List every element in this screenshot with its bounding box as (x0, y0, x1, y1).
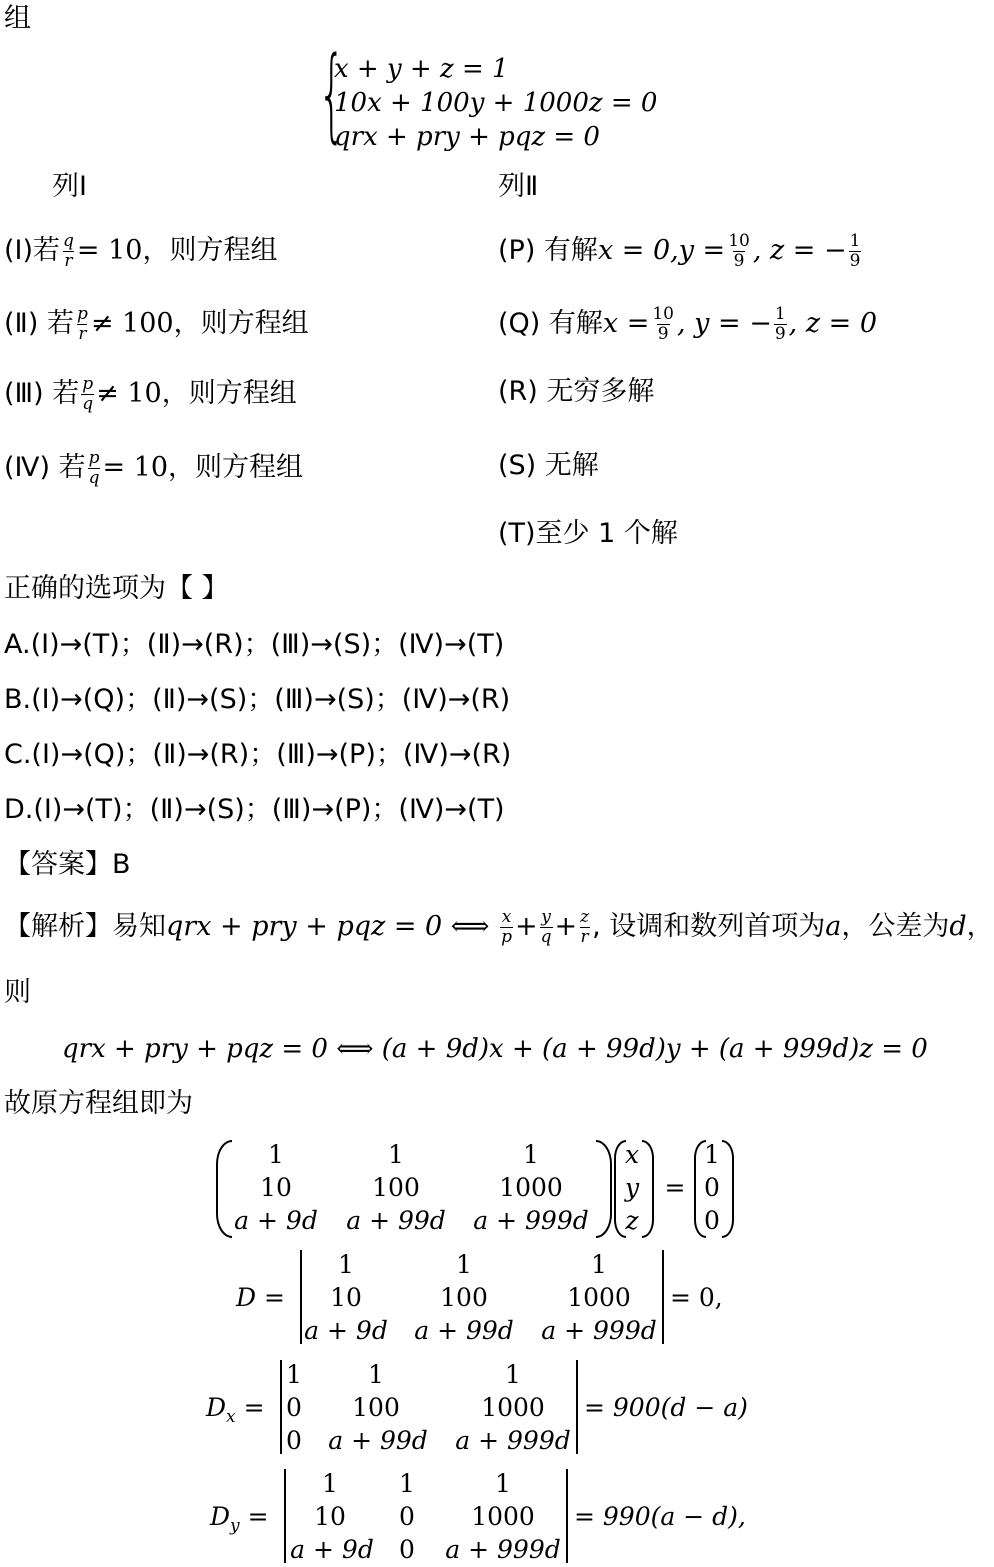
vector-cell: 0 (704, 1173, 720, 1202)
det-cell: a + 999d (455, 1426, 571, 1455)
list1-item-2: (Ⅱ) 若 $\frac{p}{r}$ ≠ 100，则方程组 (4, 304, 309, 344)
vector-cell: x (624, 1140, 640, 1169)
det-cell: 1 (591, 1250, 607, 1279)
det-cell: 0 (286, 1393, 302, 1422)
det-label: $D_x$ = (206, 1393, 265, 1427)
option-B: B.(Ⅰ)→(Q)；(Ⅱ)→(S)；(Ⅲ)→(S)；(Ⅳ)→(R) (4, 684, 511, 715)
fraction: $\frac{10}{9}$ (652, 304, 674, 344)
det-cell: 1 (456, 1250, 472, 1279)
analysis-so: 故原方程组即为 (4, 1088, 193, 1119)
matrix-cell: 1000 (499, 1173, 563, 1202)
vector-cell: 1 (704, 1140, 720, 1169)
det-result: = 990(a − d), (574, 1502, 746, 1531)
det-cell: a + 99d (414, 1316, 514, 1345)
system-lines (334, 52, 657, 154)
option-C: C.(Ⅰ)→(Q)；(Ⅱ)→(R)；(Ⅲ)→(P)；(Ⅳ)→(R) (4, 739, 512, 770)
right-paren (596, 1140, 612, 1238)
fraction: $\frac{y}{q}$ (540, 907, 552, 947)
det-bar-left (280, 1360, 282, 1454)
matrix-cell: a + 999d (473, 1206, 589, 1235)
option-D: D.(Ⅰ)→(T)；(Ⅱ)→(S)；(Ⅲ)→(P)；(Ⅳ)→(T) (4, 794, 505, 825)
fraction: $\frac{p}{q}$ (82, 374, 94, 414)
answer: 【答案】B (4, 849, 131, 880)
det-cell: a + 9d (290, 1535, 374, 1564)
det-cell: 1 (399, 1469, 415, 1498)
system-eq1: x + y + z = 1 (334, 54, 509, 84)
det-label: D = (236, 1283, 285, 1312)
det-cell: 1000 (471, 1502, 535, 1531)
matrix-cell: 100 (372, 1173, 420, 1202)
top-text: 组 (4, 3, 31, 34)
matrix-cell: 1 (523, 1140, 539, 1169)
det-cell: 10 (330, 1283, 362, 1312)
det-cell: a + 9d (304, 1316, 388, 1345)
det-cell: 1 (368, 1360, 384, 1389)
list2-item-T: (T)至少 1 个解 (498, 518, 678, 549)
vector-cell: z (625, 1206, 639, 1235)
vector-cell: y (624, 1173, 640, 1202)
det-cell: a + 999d (541, 1316, 657, 1345)
det-cell: 10 (314, 1502, 346, 1531)
fraction: $\frac{p}{q}$ (88, 448, 100, 488)
matrix-equation (216, 1138, 756, 1238)
equals-sign: = (664, 1173, 686, 1202)
determinant-Dy (210, 1467, 770, 1567)
list1-item-4: (Ⅳ) 若 $\frac{p}{q}$ = 10，则方程组 (4, 448, 304, 488)
det-cell: 0 (399, 1502, 415, 1531)
det-bar-right (662, 1250, 664, 1344)
list2-item-R: (R) 无穷多解 (498, 376, 655, 407)
fraction: $\frac{x}{p}$ (501, 907, 512, 947)
fraction: $\frac{q}{r}$ (63, 231, 74, 271)
question-prompt: 正确的选项为【 】 (4, 573, 229, 604)
analysis-equivalence: qrx + pry + pqz = 0 ⟺ (a + 9d)x + (a + 99d)y + (a + 999d)z = 0 (62, 1034, 928, 1064)
det-cell: 0 (286, 1426, 302, 1455)
fraction: $\frac{10}{9}$ (728, 231, 750, 271)
list1-item-1: (Ⅰ)若 $\frac{q}{r}$ = 10，则方程组 (4, 231, 278, 271)
matrix-cell: 1 (388, 1140, 404, 1169)
list2-item-Q: (Q) 有解x = $\frac{10}{9}$ , y = − $\frac{1}{9}$ , z = 0 (498, 304, 878, 344)
det-cell: a + 999d (445, 1535, 561, 1564)
list1-item-3: (Ⅲ) 若 $\frac{p}{q}$ ≠ 10，则方程组 (4, 374, 297, 414)
determinant-Dx (206, 1358, 766, 1458)
det-cell: 100 (440, 1283, 488, 1312)
det-bar-right (576, 1360, 578, 1454)
det-cell: 1 (338, 1250, 354, 1279)
fraction: $\frac{p}{r}$ (76, 304, 88, 344)
vector-cell: 0 (704, 1206, 720, 1235)
right-paren (642, 1140, 654, 1238)
det-cell: 1 (495, 1469, 511, 1498)
option-A: A.(Ⅰ)→(T)；(Ⅱ)→(R)；(Ⅲ)→(S)；(Ⅳ)→(T) (4, 629, 505, 660)
det-bar-right (566, 1469, 568, 1563)
system-eq3: qrx + pry + pqz = 0 (334, 122, 600, 152)
det-result: = 900(d − a) (584, 1393, 748, 1422)
det-cell: 1000 (481, 1393, 545, 1422)
matrix-cell: 10 (260, 1173, 292, 1202)
matrix-cell: 1 (268, 1140, 284, 1169)
column-1-header: 列Ⅰ (52, 171, 87, 202)
analysis-line: 【解析】易知qrx + pry + pqz = 0 ⟺ $\frac{x}{p}$ + $\frac{y}{q}$ + $\frac{z}{r}$ , 设调和数列首项为a，公差为d， (4, 907, 994, 947)
fraction: $\frac{z}{r}$ (580, 907, 590, 947)
matrix-cell: a + 99d (346, 1206, 446, 1235)
det-cell: 100 (352, 1393, 400, 1422)
det-cell: 1 (286, 1360, 302, 1389)
matrix-cell: a + 9d (234, 1206, 318, 1235)
left-brace: { (318, 35, 346, 154)
list2-item-S: (S) 无解 (498, 450, 599, 481)
right-paren (722, 1140, 734, 1238)
analysis-then: 则 (4, 977, 31, 1008)
det-cell: a + 99d (328, 1426, 428, 1455)
determinant-D (236, 1248, 736, 1348)
system-eq2: 10x + 100y + 1000z = 0 (334, 88, 658, 118)
det-cell: 1000 (567, 1283, 631, 1312)
list2-item-P: (P) 有解x = 0,y = $\frac{10}{9}$ , z = − $\frac{1}{9}$ (498, 231, 861, 271)
det-cell: 1 (322, 1469, 338, 1498)
det-result: = 0, (670, 1283, 723, 1312)
column-2-header: 列Ⅱ (498, 171, 539, 202)
det-label: $D_y$ = (210, 1502, 269, 1536)
fraction: $\frac{1}{9}$ (774, 304, 786, 344)
det-cell: 1 (505, 1360, 521, 1389)
det-cell: 0 (399, 1535, 415, 1564)
fraction: $\frac{1}{9}$ (849, 231, 861, 271)
